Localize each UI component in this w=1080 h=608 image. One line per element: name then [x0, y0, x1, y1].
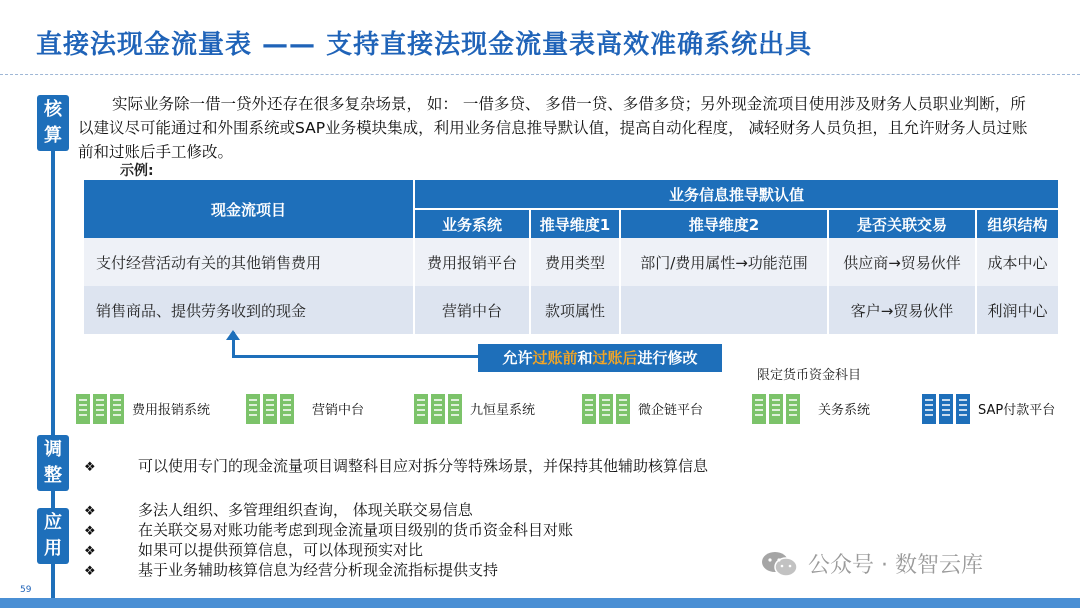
- cell-system: 营销中台: [414, 286, 530, 334]
- cell-item: 销售商品、提供劳务收到的现金: [84, 286, 414, 334]
- watermark: [760, 548, 983, 579]
- cell-dim1: 款项属性: [530, 286, 620, 334]
- system-item: [920, 386, 1055, 430]
- cell-org: 成本中心: [976, 238, 1058, 286]
- bullet-text: 可以使用专门的现金流量项目调整科目应对拆分等特殊场景，并保持其他辅助核算信息: [138, 457, 709, 475]
- apply-bullet-list: [84, 500, 573, 580]
- modify-callout: [478, 344, 722, 372]
- list-item: [84, 540, 573, 560]
- green-server-icon: [580, 391, 634, 425]
- col-header-org: 组织结构: [976, 209, 1058, 238]
- bullet-diamond-icon: ❖: [84, 460, 96, 475]
- bullet-text: 多法人组织、多管理组织查询， 体现关联交易信息: [138, 501, 473, 519]
- footer-bar: [0, 598, 1080, 608]
- system-label: 营销中台: [312, 402, 365, 418]
- table-row: [84, 286, 1058, 334]
- cell-dim1: 费用类型: [530, 238, 620, 286]
- limit-note: 限定货币资金科目: [757, 368, 862, 383]
- col-header-item: 现金流项目: [84, 180, 414, 238]
- green-server-icon: [750, 391, 804, 425]
- stage-apply-label: 应用: [44, 512, 62, 559]
- list-item: [84, 520, 573, 540]
- modify-highlight-after: 过账后: [592, 349, 638, 367]
- cell-related: 供应商→贸易伙伴: [828, 238, 976, 286]
- bullet-text: 如果可以提供预算信息，可以体现预实对比: [138, 541, 424, 559]
- modify-text-mid: 和: [577, 349, 593, 367]
- system-item: [74, 386, 210, 430]
- arrow-connector-horizontal: [232, 355, 482, 358]
- system-item: [244, 386, 364, 430]
- system-item: [750, 386, 870, 430]
- modify-highlight-before: 过账前: [532, 349, 578, 367]
- green-server-icon: [74, 391, 128, 425]
- stage-accounting: [37, 95, 69, 151]
- cell-org: 利润中心: [976, 286, 1058, 334]
- page-title: 直接法现金流量表 —— 支持直接法现金流量表高效准确系统出具: [36, 30, 813, 60]
- cell-related: 客户→贸易伙伴: [828, 286, 976, 334]
- bullet-diamond-icon: ❖: [84, 524, 96, 539]
- green-server-icon: [244, 391, 298, 425]
- stage-accounting-label: 核算: [44, 99, 62, 146]
- cell-system: 费用报销平台: [414, 238, 530, 286]
- system-label: 微企链平台: [638, 402, 704, 418]
- systems-row: [74, 386, 1064, 430]
- system-label: SAP付款平台: [978, 402, 1056, 418]
- example-label: 示例:: [120, 163, 154, 179]
- col-header-dim2: 推导维度2: [620, 209, 828, 238]
- green-server-icon: [412, 391, 466, 425]
- wechat-icon: [760, 549, 800, 579]
- group-header: 业务信息推导默认值: [414, 180, 1058, 209]
- system-item: [580, 386, 703, 430]
- stage-apply: [37, 508, 69, 564]
- intro-paragraph: 实际业务除一借一贷外还存在很多复杂场景， 如： 一借多贷、 多借一贷、多借多贷；另外现金流项目使用涉及财务人员职业判断，所以建议尽可能通过和外围系统或SAP业务模块集成，利用业务信息推导默认值，提高自动化程度， 减轻财务人员负担，且允许财务人员过账前和过账后手工修改。: [78, 95, 1028, 161]
- col-header-related: 是否关联交易: [828, 209, 976, 238]
- modify-text-post: 进行修改: [637, 349, 698, 367]
- title-divider: [0, 74, 1080, 76]
- cell-item: 支付经营活动有关的其他销售费用: [84, 238, 414, 286]
- bullet-diamond-icon: ❖: [84, 564, 96, 579]
- bullet-diamond-icon: ❖: [84, 504, 96, 519]
- table-row: [84, 238, 1058, 286]
- cashflow-derivation-table: [84, 180, 1058, 334]
- cell-dim2: [620, 286, 828, 334]
- system-label: 九恒星系统: [470, 402, 536, 418]
- system-label: 费用报销系统: [132, 402, 211, 418]
- bullet-text: 基于业务辅助核算信息为经营分析现金流指标提供支持: [138, 561, 499, 579]
- col-header-system: 业务系统: [414, 209, 530, 238]
- watermark-text: 公众号 · 数智云库: [808, 553, 983, 578]
- list-item: [84, 456, 708, 478]
- col-header-dim1: 推导维度1: [530, 209, 620, 238]
- list-item: [84, 560, 573, 580]
- blue-server-icon: [920, 391, 974, 425]
- bullet-diamond-icon: ❖: [84, 544, 96, 559]
- system-label: 关务系统: [818, 402, 871, 418]
- stage-adjust-label: 调整: [44, 439, 62, 486]
- bullet-text: 在关联交易对账功能考虑到现金流量项目级别的货币资金科目对账: [138, 521, 574, 539]
- cell-dim2: 部门/费用属性→功能范围: [620, 238, 828, 286]
- stage-adjust: [37, 435, 69, 491]
- modify-text-pre: 允许: [502, 349, 533, 367]
- adjust-bullet-list: [84, 456, 708, 478]
- list-item: [84, 500, 573, 520]
- page-number: 59: [20, 585, 32, 595]
- system-item: [412, 386, 535, 430]
